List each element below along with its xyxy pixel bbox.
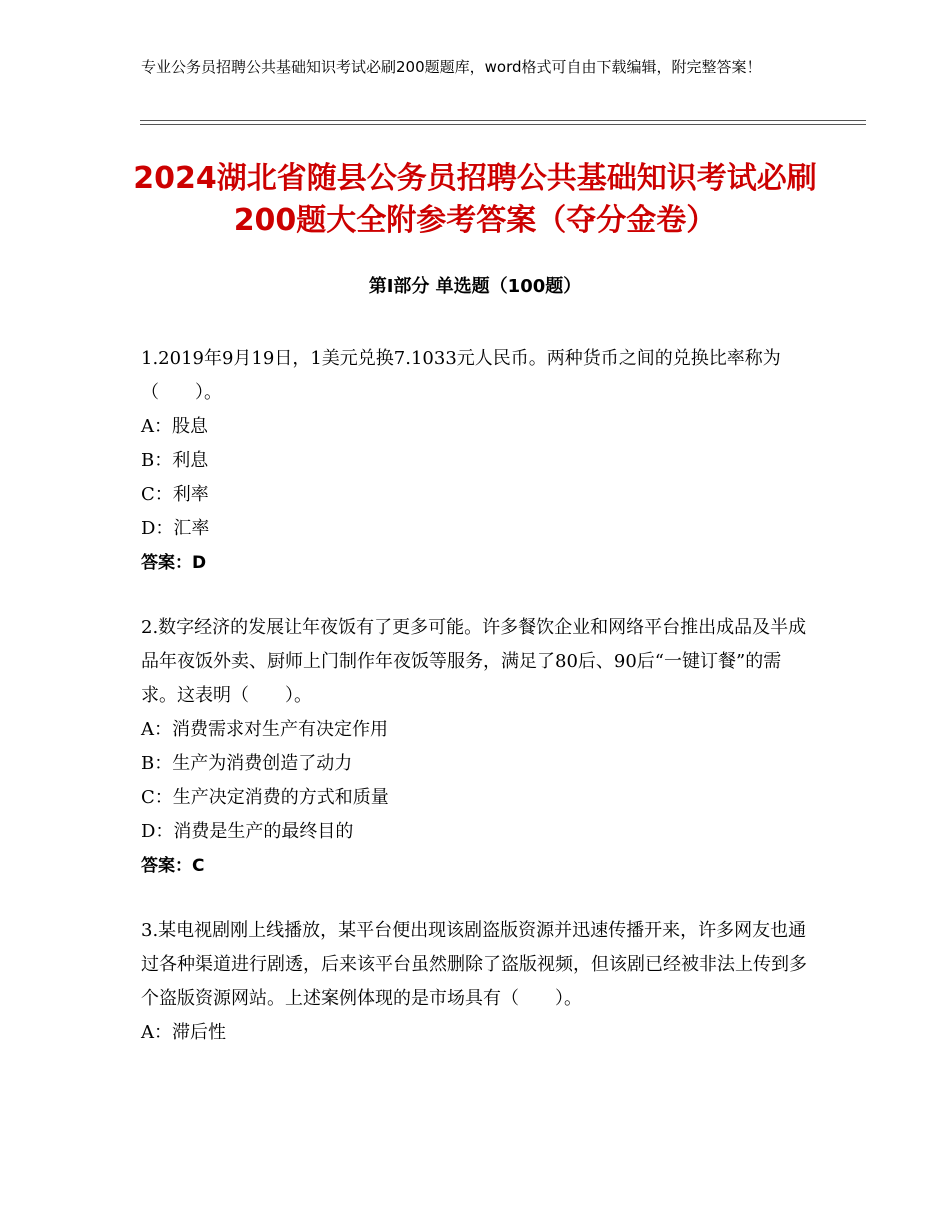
question-list [141,342,813,1081]
section-heading: 第Ⅰ部分 单选题（100题） [368,276,582,297]
question-3 [141,914,813,1050]
header-divider [140,120,866,125]
question-stem: 2.数字经济的发展让年夜饭有了更多可能。许多餐饮企业和网络平台推出成品及半成品年夜饭外卖、厨师上门制作年夜饭等服务，满足了80后、90后“一键订餐”的需求。这表明（ ）。 [141,617,807,706]
option-b: B：利息 [141,450,209,471]
document-title: 2024湖北省随县公务员招聘公共基础知识考试必刷200题大全附参考答案（夺分金卷） [133,161,817,238]
option-a: A：消费需求对生产有决定作用 [141,719,388,740]
answer-label: 答案：C [141,856,205,876]
option-a: A：滞后性 [141,1022,226,1043]
header-note: 专业公务员招聘公共基础知识考试必刷200题题库，word格式可自由下载编辑，附完整答案！ [141,58,762,76]
option-a: A：股息 [141,416,208,437]
question-2 [141,611,813,883]
question-stem: 3.某电视剧刚上线播放，某平台便出现该剧盗版资源并迅速传播开来，许多网友也通过各种渠道进行剧透，后来该平台虽然删除了盗版视频，但该剧已经被非法上传到多个盗版资源网站。上述案例体现的是市场具有（ ）。 [141,920,807,1009]
option-c: C：利率 [141,484,209,505]
option-b: B：生产为消费创造了动力 [141,753,353,774]
question-1 [141,342,813,580]
option-d: D：消费是生产的最终目的 [141,821,354,842]
option-d: D：汇率 [141,518,210,539]
question-stem: 1.2019年9月19日，1美元兑换7.1033元人民币。两种货币之间的兑换比率称为（ ）。 [141,348,781,403]
option-c: C：生产决定消费的方式和质量 [141,787,389,808]
answer-label: 答案：D [141,553,207,573]
